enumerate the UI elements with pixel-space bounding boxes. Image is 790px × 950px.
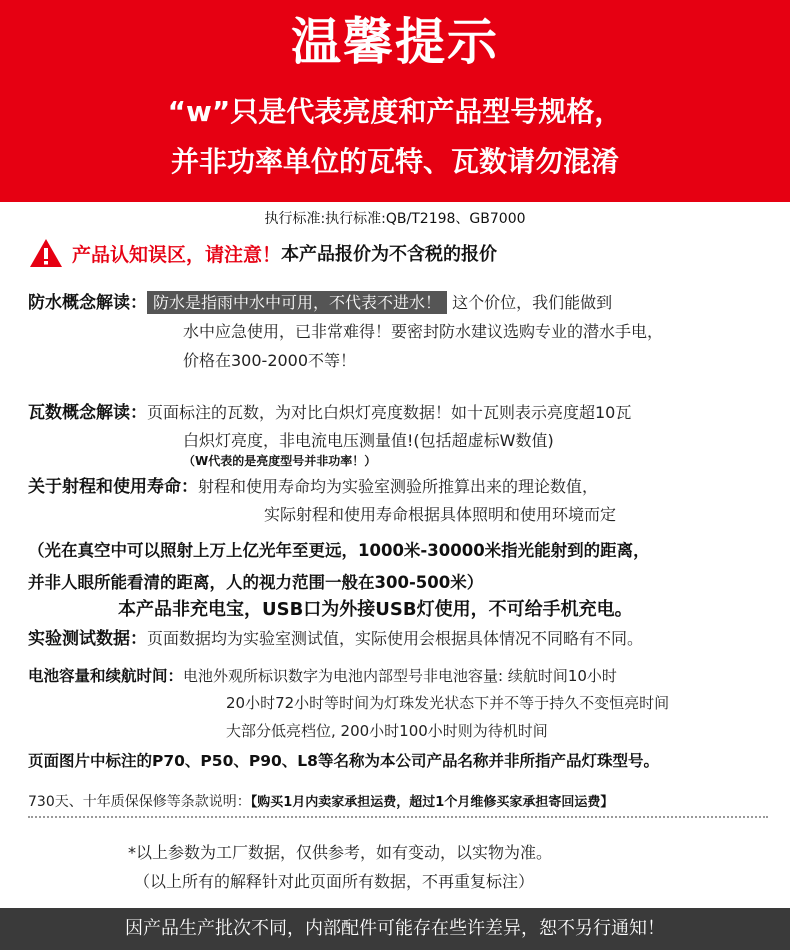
range-label: 关于射程和使用寿命：	[28, 477, 198, 497]
warranty-line	[28, 791, 613, 811]
waterproof-line-2: 水中应急使用，已非常难得！要密封防水建议选购专业的潜水手电，	[183, 322, 664, 341]
warning-black-text: 本产品报价为不含税的报价	[281, 244, 498, 265]
banner-title: 温馨提示	[291, 13, 499, 71]
standard-text: 执行标准:执行标准:QB/T2198、GB7000	[264, 211, 526, 227]
range-line-2: 实际射程和使用寿命根据具体照明和使用环境而定	[264, 505, 617, 524]
banner-line-2: 并非功率单位的瓦特、瓦数请勿混淆	[170, 145, 619, 178]
header-banner	[0, 0, 790, 202]
dotted-divider	[28, 816, 768, 818]
lab-text: 页面数据均为实验室测试值，实际使用会根据具体情况不同略有不同。	[147, 629, 644, 648]
warning-red-text: 产品认知误区，请注意！	[72, 243, 282, 266]
battery-line-3: 大部分低亮档位, 200小时100小时则为待机时间	[226, 722, 548, 740]
light-line-1: （光在真空中可以照射上万上亿光年至更远，1000米-30000米指光能射到的距离，	[28, 541, 650, 560]
battery-line-1	[28, 664, 617, 686]
wattage-text-1: 页面标注的瓦数，为对比白炽灯亮度数据！如十瓦则表示亮度超10瓦	[147, 403, 632, 422]
warning-row	[28, 236, 497, 270]
waterproof-line-3: 价格在300-2000不等！	[183, 351, 357, 370]
wattage-line-2: 白炽灯亮度，非电流电压测量值!(包括超虚标W数值)	[183, 431, 554, 450]
warranty-bold: 【购买1月内卖家承担运费，超过1个月维修买家承担寄回运费】	[250, 795, 614, 810]
usb-note: 本产品非充电宝，USB口为外接USB灯使用，不可给手机充电。	[118, 599, 633, 620]
waterproof-highlight: 防水是指雨中水中可用，不代表不进水！	[147, 291, 447, 314]
wattage-note: （W代表的是亮度型号并非功率！）	[183, 454, 377, 468]
params-line-2: （以上所有的解释针对此页面所有数据，不再重复标注）	[134, 872, 535, 891]
warning-triangle-icon	[28, 237, 64, 269]
banner-line-1: “w”只是代表亮度和产品型号规格，	[167, 95, 623, 128]
lab-label: 实验测试数据：	[28, 629, 147, 649]
lab-line	[28, 624, 643, 649]
warranty-text: 730天、十年质保保修等条款说明：	[28, 794, 251, 810]
waterproof-text: 这个价位，我们能做到	[452, 293, 613, 312]
battery-text-1: 电池外观所标识数字为电池内部型号非电池容量: 续航时间10小时	[183, 667, 617, 685]
battery-label: 电池容量和续航时间：	[28, 667, 184, 685]
params-line-1: *以上参数为工厂数据，仅供参考，如有变动，以实物为准。	[128, 843, 553, 862]
range-line-1	[28, 472, 598, 497]
footer-bar: 因产品生产批次不同，内部配件可能存在些许差异，恕不另行通知！	[0, 908, 790, 950]
model-note: 页面图片中标注的P70、P50、P90、L8等名称为本公司产品名称并非所指产品灯珠型号。	[28, 752, 659, 770]
wattage-line-1	[28, 398, 631, 423]
waterproof-label: 防水概念解读：	[28, 293, 147, 313]
light-line-2: 并非人眼所能看清的距离，人的视力范围一般在300-500米）	[28, 573, 484, 592]
range-text-1: 射程和使用寿命均为实验室测验所推算出来的理论数值，	[198, 477, 599, 496]
waterproof-line-1	[28, 288, 612, 313]
battery-line-2: 20小时72小时等时间为灯珠发光状态下并不等于持久不变恒亮时间	[226, 694, 670, 712]
wattage-label: 瓦数概念解读：	[28, 403, 147, 423]
